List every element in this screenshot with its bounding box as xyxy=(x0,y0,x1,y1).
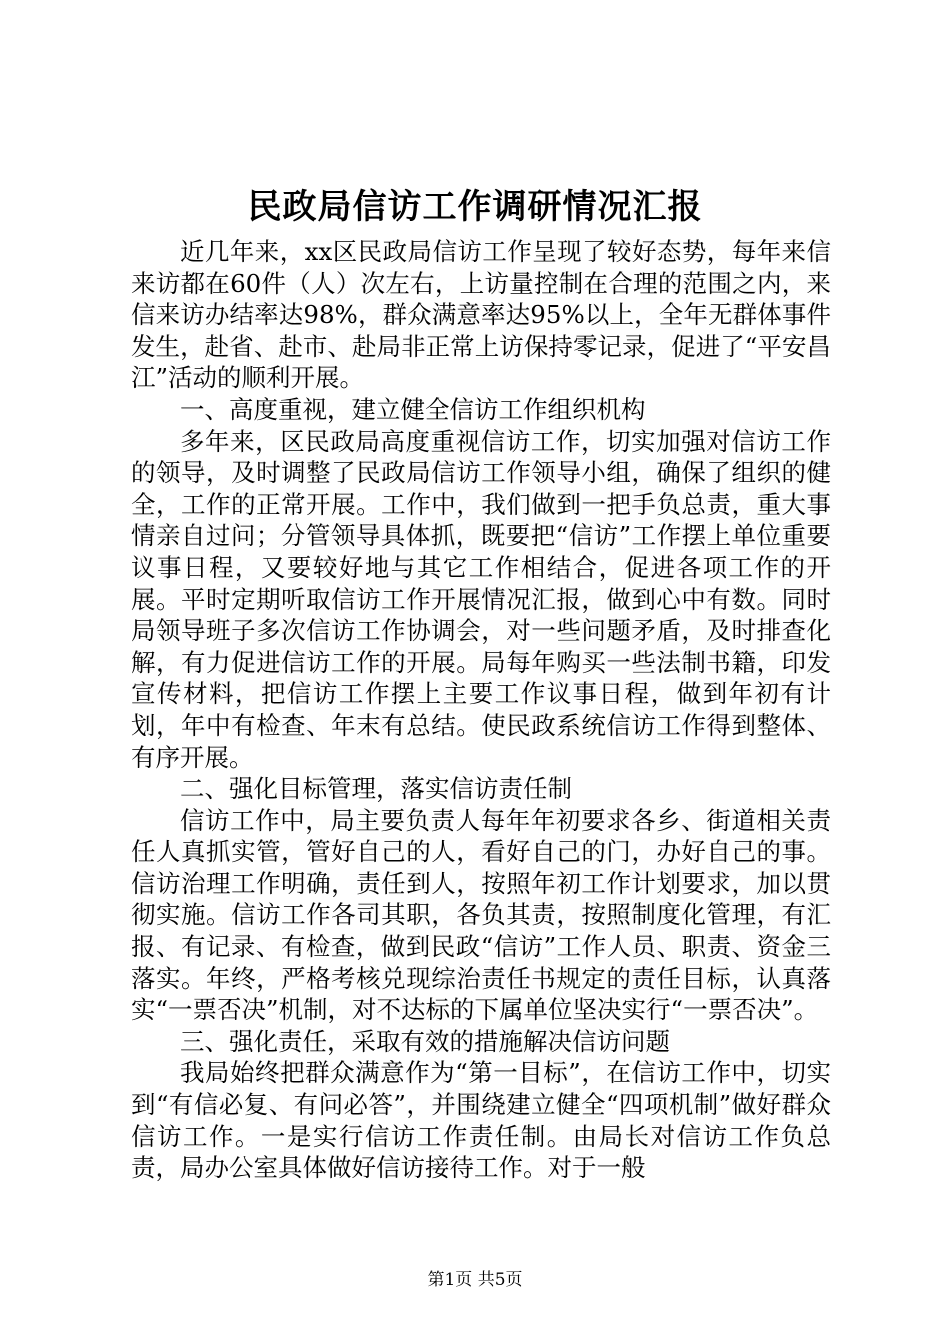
section-heading-1: 一、高度重视，建立健全信访工作组织机构 xyxy=(180,394,646,424)
intro-paragraph: 近几年来，xx区民政局信访工作呈现了较好态势，每年来信来访都在60件（人）次左右，上访量控制在合理的范围之内，来信来访办结率达98%，群众满意率达95%以上，全年无群体事件发生，赴省、赴市、赴局非正常上访保持零记录，促进了“平安昌江”活动的顺利开展。 xyxy=(131,237,831,393)
document-body xyxy=(131,236,831,1184)
section-2-paragraph: 信访工作中，局主要负责人每年年初要求各乡、街道相关责任人真抓实管，管好自己的人，看好自己的门，办好自己的事。信访治理工作明确，责任到人，按照年初工作计划要求，加以贯彻实施。信访工作各司其职，各负其责，按照制度化管理，有汇报、有记录、有检查，做到民政“信访”工作人员、职责、资金三落实。年终，严格考核兑现综治责任书规定的责任目标，认真落实“一票否决”机制，对不达标的下属单位坚决实行“一票否决”。 xyxy=(131,805,831,1025)
page-footer: 第1页 共5页 xyxy=(427,1270,523,1290)
section-1-paragraph: 多年来，区民政局高度重视信访工作，切实加强对信访工作的领导，及时调整了民政局信访工作领导小组，确保了组织的健全，工作的正常开展。工作中，我们做到一把手负总责，重大事情亲自过问；分管领导具体抓，既要把“信访”工作摆上单位重要议事日程，又要较好地与其它工作相结合，促进各项工作的开展。平时定期听取信访工作开展情况汇报，做到心中有数。同时局领导班子多次信访工作协调会，对一些问题矛盾，及时排查化解，有力促进信访工作的开展。局每年购买一些法制书籍，印发宣传材料，把信访工作摆上主要工作议事日程，做到年初有计划，年中有检查、年末有总结。使民政系统信访工作得到整体、有序开展。 xyxy=(131,426,831,772)
section-heading-2: 二、强化目标管理，落实信访责任制 xyxy=(180,774,572,804)
document-title: 民政局信访工作调研情况汇报 xyxy=(247,187,703,227)
section-heading-3: 三、强化责任，采取有效的措施解决信访问题 xyxy=(180,1026,670,1056)
section-3-paragraph: 我局始终把群众满意作为“第一目标”，在信访工作中，切实到“有信必复、有问必答”，并围绕建立健全“四项机制”做好群众信访工作。一是实行信访工作责任制。由局长对信访工作负总责，局办公室具体做好信访接待工作。对于一般 xyxy=(131,1058,831,1183)
